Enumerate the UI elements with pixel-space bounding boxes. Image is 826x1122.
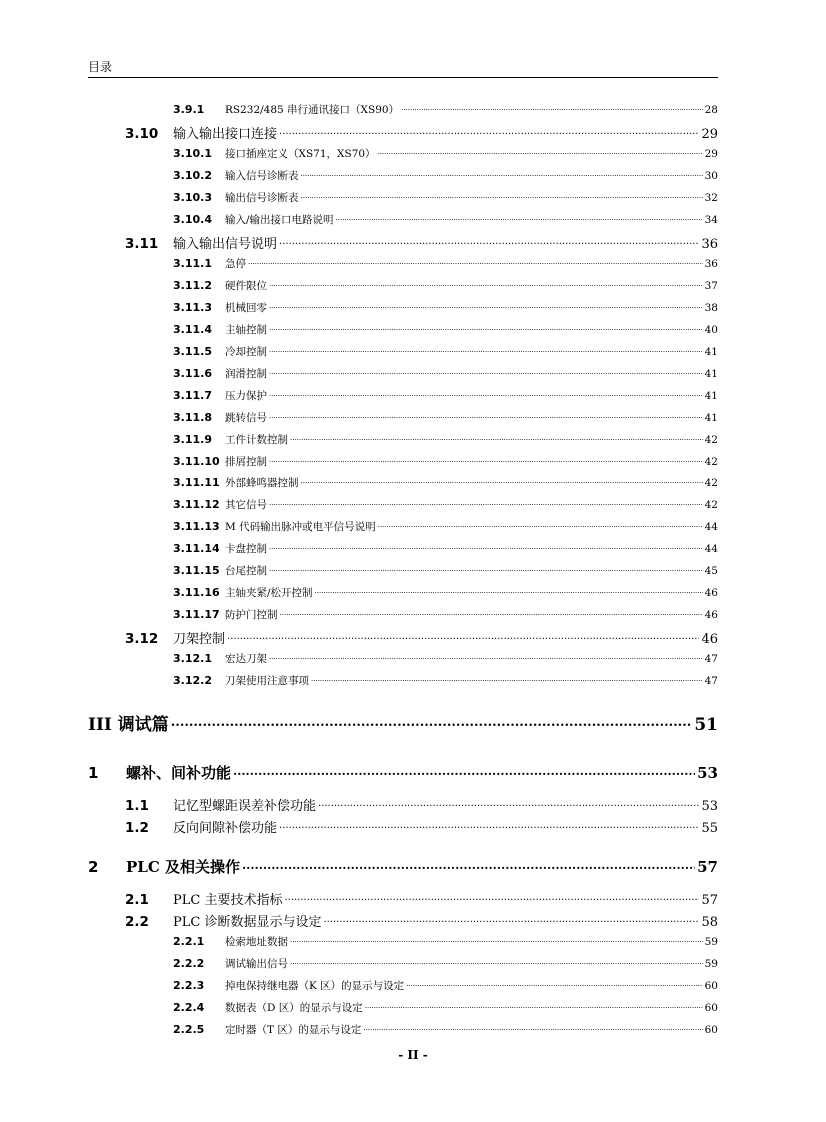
entry-page: 59	[704, 958, 718, 970]
dot-leader	[269, 414, 703, 421]
dot-leader	[290, 938, 703, 945]
entry-title: 润滑控制	[225, 368, 267, 380]
toc-entry[interactable]	[173, 256, 718, 271]
entry-title: 工件计数控制	[225, 434, 288, 446]
toc-entry[interactable]	[173, 607, 718, 622]
entry-page: 55	[701, 821, 718, 836]
toc-entry[interactable]	[125, 795, 718, 814]
toc-entry[interactable]	[173, 322, 718, 337]
toc-entry[interactable]	[173, 278, 718, 293]
entry-page: 60	[704, 1024, 718, 1036]
dot-leader	[336, 216, 703, 223]
entry-title: 输入输出接口连接	[173, 127, 278, 142]
dot-leader	[301, 194, 703, 201]
entry-page: 47	[704, 653, 718, 665]
toc-chapter-entry[interactable]	[88, 762, 718, 783]
entry-number: 3.10.4	[173, 213, 212, 226]
entry-title: 防护门控制	[225, 609, 278, 621]
dot-leader	[284, 894, 699, 904]
entry-page: 46	[701, 632, 718, 647]
entry-page: 57	[697, 858, 718, 876]
toc-entry[interactable]	[173, 956, 718, 971]
entry-number: 3.11.17	[173, 608, 220, 621]
toc-entry[interactable]	[173, 410, 718, 425]
entry-number: 3.12.2	[173, 674, 212, 687]
entry-page: 53	[701, 799, 718, 814]
entry-number: 3.11.6	[173, 367, 212, 380]
toc-entry[interactable]	[173, 388, 718, 403]
entry-page: 32	[704, 192, 718, 204]
entry-page: 46	[704, 587, 718, 599]
toc-entry[interactable]	[173, 146, 718, 161]
dot-leader	[279, 822, 699, 832]
toc-entry[interactable]	[125, 123, 718, 142]
entry-number: 3.9.1	[173, 103, 205, 116]
entry-page: 60	[704, 980, 718, 992]
entry-number: 1	[88, 764, 99, 782]
entry-number: 3.11.15	[173, 564, 220, 577]
toc-entry[interactable]	[125, 889, 718, 908]
entry-number: 3.10.3	[173, 191, 212, 204]
toc-entry[interactable]	[173, 585, 718, 600]
dot-leader	[311, 677, 703, 684]
dot-leader	[301, 172, 703, 179]
toc-entry[interactable]	[173, 1022, 718, 1037]
dot-leader	[227, 633, 699, 643]
entry-number: 2	[88, 858, 99, 876]
entry-page: 41	[704, 346, 718, 358]
dot-leader	[269, 392, 703, 399]
dot-leader	[279, 238, 699, 248]
entry-number: 2.2.4	[173, 1001, 205, 1014]
entry-number: 2.2.3	[173, 979, 205, 992]
entry-page: 59	[704, 936, 718, 948]
toc-entry[interactable]	[173, 563, 718, 578]
dot-leader	[242, 860, 695, 872]
entry-number: 2.2.5	[173, 1023, 205, 1036]
toc-entry[interactable]	[173, 978, 718, 993]
entry-title: PLC 主要技术指标	[173, 893, 283, 908]
toc-entry[interactable]	[125, 817, 718, 836]
entry-title: 硬件限位	[225, 280, 267, 292]
toc-entry[interactable]	[173, 541, 718, 556]
entry-page: 41	[704, 412, 718, 424]
dot-leader	[378, 523, 703, 530]
dot-leader	[233, 766, 695, 778]
dot-leader	[365, 1004, 703, 1011]
entry-page: 44	[704, 521, 718, 533]
entry-number: 1.1	[125, 798, 149, 814]
entry-title: PLC 及相关操作	[126, 858, 240, 876]
dot-leader	[363, 1026, 702, 1033]
dot-leader	[269, 282, 703, 289]
part-title: III 调试篇	[88, 715, 169, 735]
entry-page: 37	[704, 280, 718, 292]
entry-page: 46	[704, 609, 718, 621]
entry-number: 3.11.2	[173, 279, 212, 292]
entry-page: 42	[704, 434, 718, 446]
entry-title: 机械回零	[225, 302, 267, 314]
entry-title: RS232/485 串行通讯接口（XS90）	[225, 104, 400, 116]
toc-entry[interactable]	[125, 233, 718, 252]
entry-title: PLC 诊断数据显示与设定	[173, 915, 322, 930]
entry-title: 排屑控制	[225, 456, 267, 468]
entry-title: 输入/输出接口电路说明	[225, 214, 334, 226]
toc-chapter-entry[interactable]	[88, 856, 718, 877]
entry-number: 3.10.2	[173, 169, 212, 182]
entry-page: 34	[704, 214, 718, 226]
entry-page: 40	[704, 324, 718, 336]
entry-page: 41	[704, 390, 718, 402]
toc-entry[interactable]	[173, 212, 718, 227]
entry-title: 反向间隙补偿功能	[173, 821, 278, 836]
entry-title: 输入输出信号说明	[173, 237, 278, 252]
entry-page: 36	[701, 237, 718, 252]
toc-part-entry[interactable]	[88, 710, 718, 735]
toc-entry[interactable]	[173, 454, 718, 469]
entry-number: 3.12.1	[173, 652, 212, 665]
toc-entry[interactable]	[173, 300, 718, 315]
entry-number: 2.2	[125, 914, 149, 930]
entry-page: 47	[704, 675, 718, 687]
toc-entry[interactable]	[173, 432, 718, 447]
dot-leader	[323, 916, 699, 926]
toc-entry[interactable]	[173, 190, 718, 205]
entry-number: 3.10	[125, 126, 159, 142]
dot-leader	[269, 655, 703, 662]
entry-title: 主轴夹紧/松开控制	[225, 587, 313, 599]
entry-page: 45	[704, 565, 718, 577]
dot-leader	[280, 611, 703, 618]
entry-number: 2.1	[125, 892, 149, 908]
entry-page: 42	[704, 456, 718, 468]
entry-title: 数据表（D 区）的显示与设定	[225, 1002, 363, 1014]
entry-title: 调试输出信号	[225, 958, 288, 970]
entry-page: 60	[704, 1002, 718, 1014]
entry-page: 41	[704, 368, 718, 380]
dot-leader	[269, 370, 703, 377]
dot-leader	[401, 106, 703, 113]
entry-number: 3.11.1	[173, 257, 212, 270]
dot-leader	[269, 326, 703, 333]
entry-title: 记忆型螺距误差补偿功能	[173, 799, 317, 814]
toc-entry[interactable]	[173, 673, 718, 688]
dot-leader	[290, 436, 703, 443]
entry-page: 58	[701, 915, 718, 930]
entry-page: 29	[704, 148, 718, 160]
toc-entry[interactable]	[173, 366, 718, 381]
entry-number: 3.11.4	[173, 323, 212, 336]
toc-entry[interactable]	[173, 344, 718, 359]
dot-leader	[315, 589, 703, 596]
entry-number: 3.11.10	[173, 455, 220, 468]
toc-entry[interactable]	[125, 628, 718, 647]
dot-leader	[269, 348, 703, 355]
dot-leader	[248, 260, 703, 267]
dot-leader	[290, 960, 703, 967]
header-rule	[88, 77, 718, 78]
entry-title: 冷却控制	[225, 346, 267, 358]
entry-page: 36	[704, 258, 718, 270]
entry-page: 29	[701, 127, 718, 142]
dot-leader	[406, 982, 702, 989]
entry-title: 定时器（T 区）的显示与设定	[225, 1024, 362, 1036]
entry-title: 跳转信号	[225, 412, 267, 424]
entry-title: 刀架控制	[173, 632, 226, 647]
entry-number: 3.11.7	[173, 389, 212, 402]
entry-number: 3.11.16	[173, 586, 220, 599]
toc-entry[interactable]	[173, 934, 718, 949]
entry-title: 宏达刀架	[225, 653, 267, 665]
entry-number: 3.11.13	[173, 520, 220, 533]
entry-number: 3.11.11	[173, 476, 220, 489]
dot-leader	[269, 567, 703, 574]
dot-leader	[378, 150, 703, 157]
entry-title: 输入信号诊断表	[225, 170, 299, 182]
entry-title: 输出信号诊断表	[225, 192, 299, 204]
entry-title: 其它信号	[225, 499, 267, 511]
entry-title: M 代码输出脉冲或电平信号说明	[225, 521, 376, 533]
dot-leader	[318, 800, 699, 810]
entry-number: 3.12	[125, 631, 159, 647]
toc-entry[interactable]	[173, 168, 718, 183]
toc-entry[interactable]	[125, 911, 718, 930]
entry-number: 3.11.9	[173, 433, 212, 446]
entry-number: 3.11.3	[173, 301, 212, 314]
entry-number: 2.2.1	[173, 935, 205, 948]
entry-title: 刀架使用注意事项	[225, 675, 309, 687]
entry-page: 42	[704, 477, 718, 489]
entry-title: 接口插座定义（XS71，XS70）	[225, 148, 376, 160]
dot-leader	[279, 128, 699, 138]
entry-page: 53	[697, 764, 718, 782]
dot-leader	[269, 545, 703, 552]
entry-title: 检索地址数据	[225, 936, 288, 948]
entry-page: 51	[694, 715, 718, 735]
entry-number: 3.11.8	[173, 411, 212, 424]
toc-entry[interactable]	[173, 519, 718, 534]
entry-page: 28	[704, 104, 718, 116]
entry-number: 3.11.5	[173, 345, 212, 358]
toc-entry[interactable]	[173, 475, 718, 490]
entry-number: 3.11.12	[173, 498, 220, 511]
toc-entry[interactable]	[173, 102, 718, 117]
entry-page: 30	[704, 170, 718, 182]
toc-entry[interactable]	[173, 497, 718, 512]
toc-entry[interactable]	[173, 1000, 718, 1015]
dot-leader	[301, 479, 703, 486]
entry-title: 急停	[225, 258, 246, 270]
entry-number: 3.11.14	[173, 542, 220, 555]
entry-title: 台尾控制	[225, 565, 267, 577]
dot-leader	[269, 501, 703, 508]
entry-title: 螺补、间补功能	[126, 764, 232, 782]
dot-leader	[269, 458, 703, 465]
entry-page: 38	[704, 302, 718, 314]
entry-number: 3.10.1	[173, 147, 212, 160]
entry-page: 57	[701, 893, 718, 908]
dot-leader	[269, 304, 703, 311]
entry-number: 2.2.2	[173, 957, 205, 970]
header-title: 目录	[88, 60, 113, 74]
entry-title: 外部蜂鸣器控制	[225, 477, 299, 489]
entry-number: 1.2	[125, 820, 149, 836]
page-number-footer: - II -	[398, 1048, 428, 1062]
entry-title: 压力保护	[225, 390, 267, 402]
entry-page: 44	[704, 543, 718, 555]
entry-title: 卡盘控制	[225, 543, 267, 555]
toc-entry[interactable]	[173, 651, 718, 666]
entry-title: 主轴控制	[225, 324, 267, 336]
dot-leader	[171, 717, 693, 730]
entry-title: 掉电保持继电器（K 区）的显示与设定	[225, 980, 405, 992]
entry-page: 42	[704, 499, 718, 511]
entry-number: 3.11	[125, 236, 159, 252]
